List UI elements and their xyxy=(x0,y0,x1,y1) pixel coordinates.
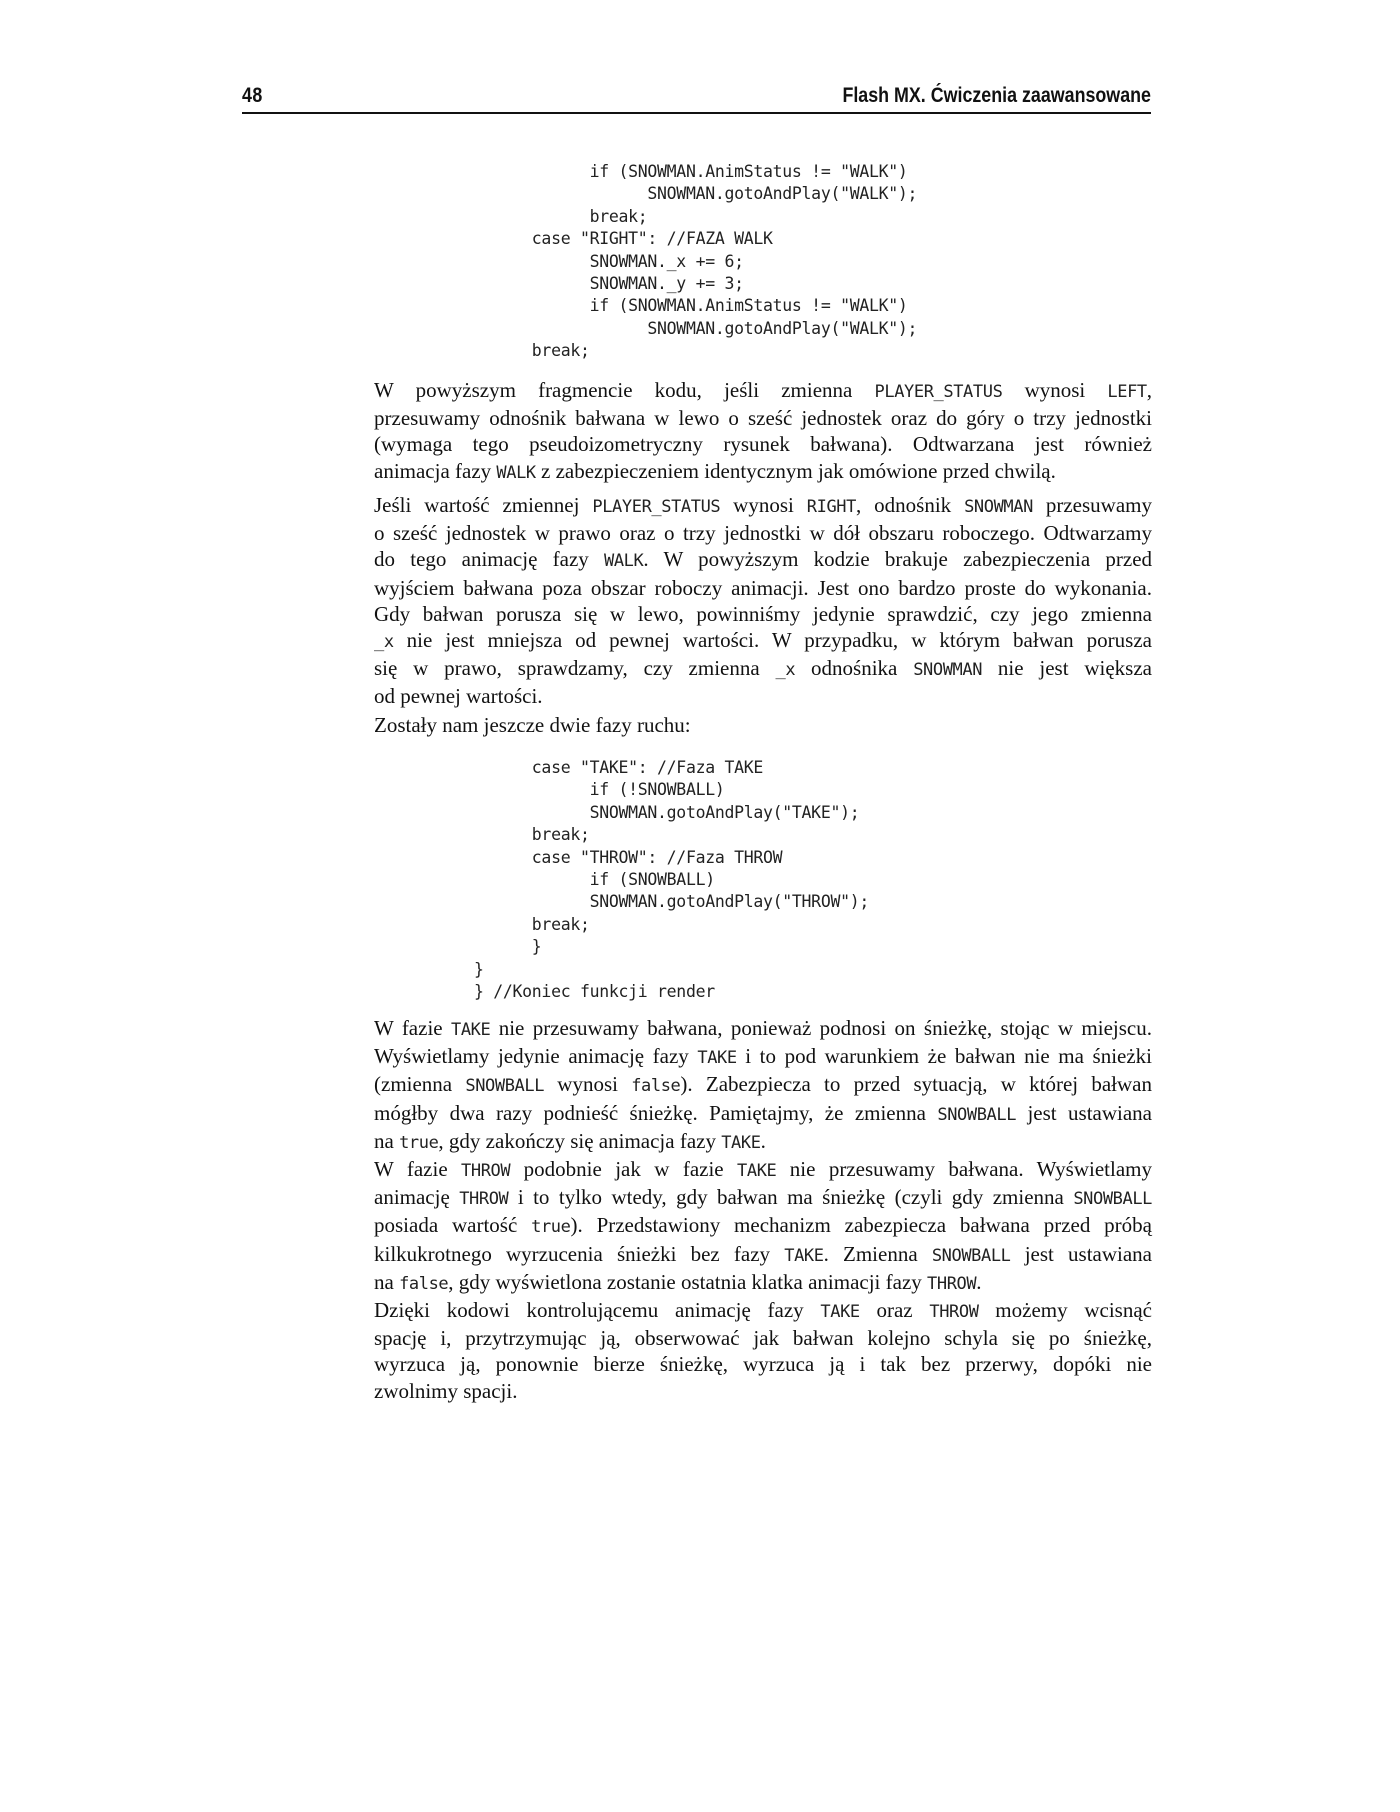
inline-code: _x xyxy=(374,632,394,653)
inline-code: TAKE xyxy=(820,1302,860,1322)
text-run: się w prawo, sprawdzamy, czy zmienna xyxy=(374,656,776,681)
text-line xyxy=(374,1128,1152,1156)
text-line xyxy=(374,601,1152,627)
code-block xyxy=(474,757,869,1003)
code-line: case "TAKE": //Faza TAKE xyxy=(474,758,764,777)
text-run: do tego animację fazy xyxy=(374,547,605,572)
text-line xyxy=(374,1043,1152,1071)
inline-code: THROW xyxy=(929,1302,979,1322)
inline-code: SNOWMAN xyxy=(913,660,983,681)
text-line xyxy=(374,405,1152,431)
code-line: SNOWMAN.gotoAndPlay("WALK"); xyxy=(474,318,918,338)
text-run: Dzięki kodowi kontrolującemu animację fazy xyxy=(374,1298,821,1322)
code-line: } xyxy=(474,959,484,979)
inline-code: SNOWBALL xyxy=(465,1076,545,1097)
inline-code: true xyxy=(399,1132,439,1153)
text-run: , gdy wyświetlona zostanie ostatnia klatka animacji fazy xyxy=(448,1269,928,1294)
text-line xyxy=(374,431,1152,457)
text-line xyxy=(374,627,1152,655)
code-line: SNOWMAN.gotoAndPlay("WALK"); xyxy=(474,184,918,204)
text-run: posiada wartość xyxy=(374,1213,532,1238)
text-run: spację i, przytrzymując ją, obserwować jak bałwan kolejno schyla się po śnieżkę, xyxy=(374,1326,1152,1351)
text-run: jest ustawiana xyxy=(1016,1100,1152,1125)
text-line xyxy=(374,1156,1152,1184)
text-line xyxy=(374,458,1152,486)
body-paragraph xyxy=(374,492,1152,710)
text-run: podobnie jak w fazie xyxy=(510,1157,738,1181)
text-run: Gdy bałwan porusza się w lewo, powinniśmy jedynie sprawdzić, czy jego zmienna xyxy=(374,601,1152,626)
text-run: wynosi xyxy=(544,1072,632,1097)
text-run: W fazie xyxy=(374,1157,462,1181)
text-run: na xyxy=(374,1128,400,1153)
text-line xyxy=(374,546,1152,574)
inline-code: TAKE xyxy=(697,1048,737,1069)
text-run: ). Przedstawiony mechanizm zabezpiecza bałwana przed próbą xyxy=(570,1213,1152,1238)
text-run: i to tylko wtedy, gdy bałwan ma śnieżkę (czyli gdy zmienna xyxy=(508,1185,1074,1210)
page-number: 48 xyxy=(242,84,263,107)
text-run: (wymaga tego pseudoizometryczny rysunek bałwana). Odtwarzana jest również xyxy=(374,432,1152,457)
code-line: if (SNOWMAN.AnimStatus != "WALK") xyxy=(474,296,908,316)
inline-code: true xyxy=(531,1217,571,1238)
text-run: nie jest mniejsza od pewnej wartości. W przypadku, w którym bałwan porusza xyxy=(393,628,1152,653)
text-run: (zmienna xyxy=(374,1072,466,1097)
text-line xyxy=(374,520,1152,546)
text-run: wyrzuca ją, ponownie bierze śnieżkę, wyrzuca ją i tak bez przerwy, dopóki nie xyxy=(374,1352,1152,1377)
text-run: nie przesuwamy bałwana. Wyświetlamy xyxy=(776,1157,1152,1181)
text-run: przesuwamy odnośnik bałwana w lewo o sześć jednostek oraz do góry o trzy jednostki xyxy=(374,406,1152,431)
text-line xyxy=(374,1378,1152,1404)
inline-code: TAKE xyxy=(784,1245,824,1266)
text-line xyxy=(374,1212,1152,1240)
text-line xyxy=(374,1015,1152,1043)
inline-code: THROW xyxy=(927,1273,977,1294)
text-run: animację xyxy=(374,1185,460,1210)
text-run: na xyxy=(374,1269,400,1294)
text-line xyxy=(374,655,1152,683)
code-line: SNOWMAN.gotoAndPlay("TAKE"); xyxy=(474,802,860,822)
code-line: } xyxy=(474,937,542,957)
text-run: jest ustawiana xyxy=(1010,1241,1152,1266)
text-line xyxy=(374,1269,1152,1297)
text-run: zwolnimy spacji. xyxy=(374,1378,518,1403)
text-run: W powyższym fragmencie kodu, jeśli zmienna xyxy=(374,378,875,402)
code-line: } //Koniec funkcji render xyxy=(474,982,715,1002)
inline-code: THROW xyxy=(459,1189,509,1210)
text-run: kilkukrotnego wyrzucenia śnieżki bez fazy xyxy=(374,1241,785,1266)
text-line xyxy=(374,1241,1152,1269)
inline-code: THROW xyxy=(461,1161,511,1181)
inline-code: SNOWBALL xyxy=(931,1245,1011,1266)
text-line xyxy=(374,1071,1152,1099)
code-line: SNOWMAN.gotoAndPlay("THROW"); xyxy=(474,892,869,912)
text-line xyxy=(374,1297,1152,1325)
text-run: oraz xyxy=(859,1298,930,1322)
text-run: , xyxy=(1146,378,1152,402)
text-run: ). Zabezpiecza to przed sytuacją, w której bałwan xyxy=(680,1072,1152,1097)
text-line xyxy=(374,1351,1152,1377)
body-paragraph xyxy=(374,1156,1152,1297)
text-run: Wyświetlamy jedynie animację fazy xyxy=(374,1044,698,1069)
text-run: . xyxy=(760,1128,766,1153)
inline-code: PLAYER_STATUS xyxy=(874,382,1003,402)
inline-code: TAKE xyxy=(450,1020,491,1040)
text-run: wynosi xyxy=(1002,378,1108,402)
text-run: wyjściem bałwana poza obszar roboczy animacji. Jest ono bardzo proste do wykonania. xyxy=(374,575,1152,600)
inline-code: false xyxy=(399,1273,449,1294)
inline-code: SNOWBALL xyxy=(1073,1189,1152,1210)
text-run: mógłby dwa razy podnieść śnieżkę. Pamiętajmy, że zmienna xyxy=(374,1100,938,1125)
text-run: wynosi xyxy=(720,493,807,517)
body-paragraph xyxy=(374,377,1152,486)
text-run: , gdy zakończy się animacja fazy xyxy=(438,1128,722,1153)
text-run: przesuwamy xyxy=(1032,493,1152,517)
code-line: case "RIGHT": //FAZA WALK xyxy=(474,229,773,249)
text-run: odnośnika xyxy=(795,656,914,681)
text-run: W fazie xyxy=(374,1016,451,1040)
code-line: SNOWMAN._y += 3; xyxy=(474,274,744,294)
body-paragraph xyxy=(374,712,1152,738)
code-line: break; xyxy=(474,341,590,361)
inline-code: TAKE xyxy=(737,1161,777,1181)
text-line xyxy=(374,492,1152,520)
text-line xyxy=(374,1325,1152,1351)
code-line: break; xyxy=(474,825,590,845)
text-run: . W powyższym kodzie brakuje zabezpieczenia przed xyxy=(643,547,1153,572)
code-line: if (SNOWBALL) xyxy=(474,870,715,890)
body-paragraph xyxy=(374,1297,1152,1404)
text-run: i to pod warunkiem że bałwan nie ma śnieżki xyxy=(736,1044,1153,1069)
text-run: . Zmienna xyxy=(823,1241,932,1266)
code-line: SNOWMAN._x += 6; xyxy=(474,251,744,271)
text-run: nie przesuwamy bałwana, ponieważ podnosi on śnieżkę, stojąc w miejscu. xyxy=(490,1016,1152,1040)
text-run: nie jest większa xyxy=(982,656,1153,681)
code-line: if (SNOWMAN.AnimStatus != "WALK") xyxy=(474,162,908,181)
code-block xyxy=(474,161,917,363)
text-run: . xyxy=(976,1269,982,1294)
inline-code: SNOWMAN xyxy=(964,497,1033,517)
code-line: break; xyxy=(474,914,590,934)
running-title: Flash MX. Ćwiczenia zaawansowane xyxy=(842,84,1151,107)
code-line: case "THROW": //Faza THROW xyxy=(474,847,783,867)
inline-code: RIGHT xyxy=(806,497,856,517)
inline-code: PLAYER_STATUS xyxy=(592,497,721,517)
text-line xyxy=(374,683,1152,709)
text-line xyxy=(374,1184,1152,1212)
text-run: animacja fazy xyxy=(374,458,497,483)
text-line xyxy=(374,575,1152,601)
text-run: , odnośnik xyxy=(855,493,965,517)
page-header xyxy=(242,84,1151,114)
inline-code: SNOWBALL xyxy=(937,1104,1017,1125)
text-line xyxy=(374,1100,1152,1128)
inline-code: LEFT xyxy=(1107,382,1147,402)
code-line: if (!SNOWBALL) xyxy=(474,780,725,800)
text-run: z zabezpieczeniem identycznym jak omówione przed chwilą. xyxy=(535,458,1056,483)
inline-code: _x xyxy=(775,660,796,681)
inline-code: WALK xyxy=(496,462,536,483)
text-run: Jeśli wartość zmiennej xyxy=(374,493,593,517)
text-line xyxy=(374,712,1152,738)
inline-code: TAKE xyxy=(721,1132,761,1153)
text-line xyxy=(374,377,1152,405)
text-run: Zostały nam jeszcze dwie fazy ruchu: xyxy=(374,713,691,737)
code-line: break; xyxy=(474,206,648,226)
inline-code: WALK xyxy=(604,551,644,572)
inline-code: false xyxy=(631,1076,681,1097)
body-paragraph xyxy=(374,1015,1152,1156)
text-run: od pewnej wartości. xyxy=(374,684,543,709)
text-run: o sześć jednostek w prawo oraz o trzy jednostki w dół obszaru roboczego. Odtwarzamy xyxy=(374,521,1152,546)
text-run: możemy wcisnąć xyxy=(978,1298,1152,1322)
